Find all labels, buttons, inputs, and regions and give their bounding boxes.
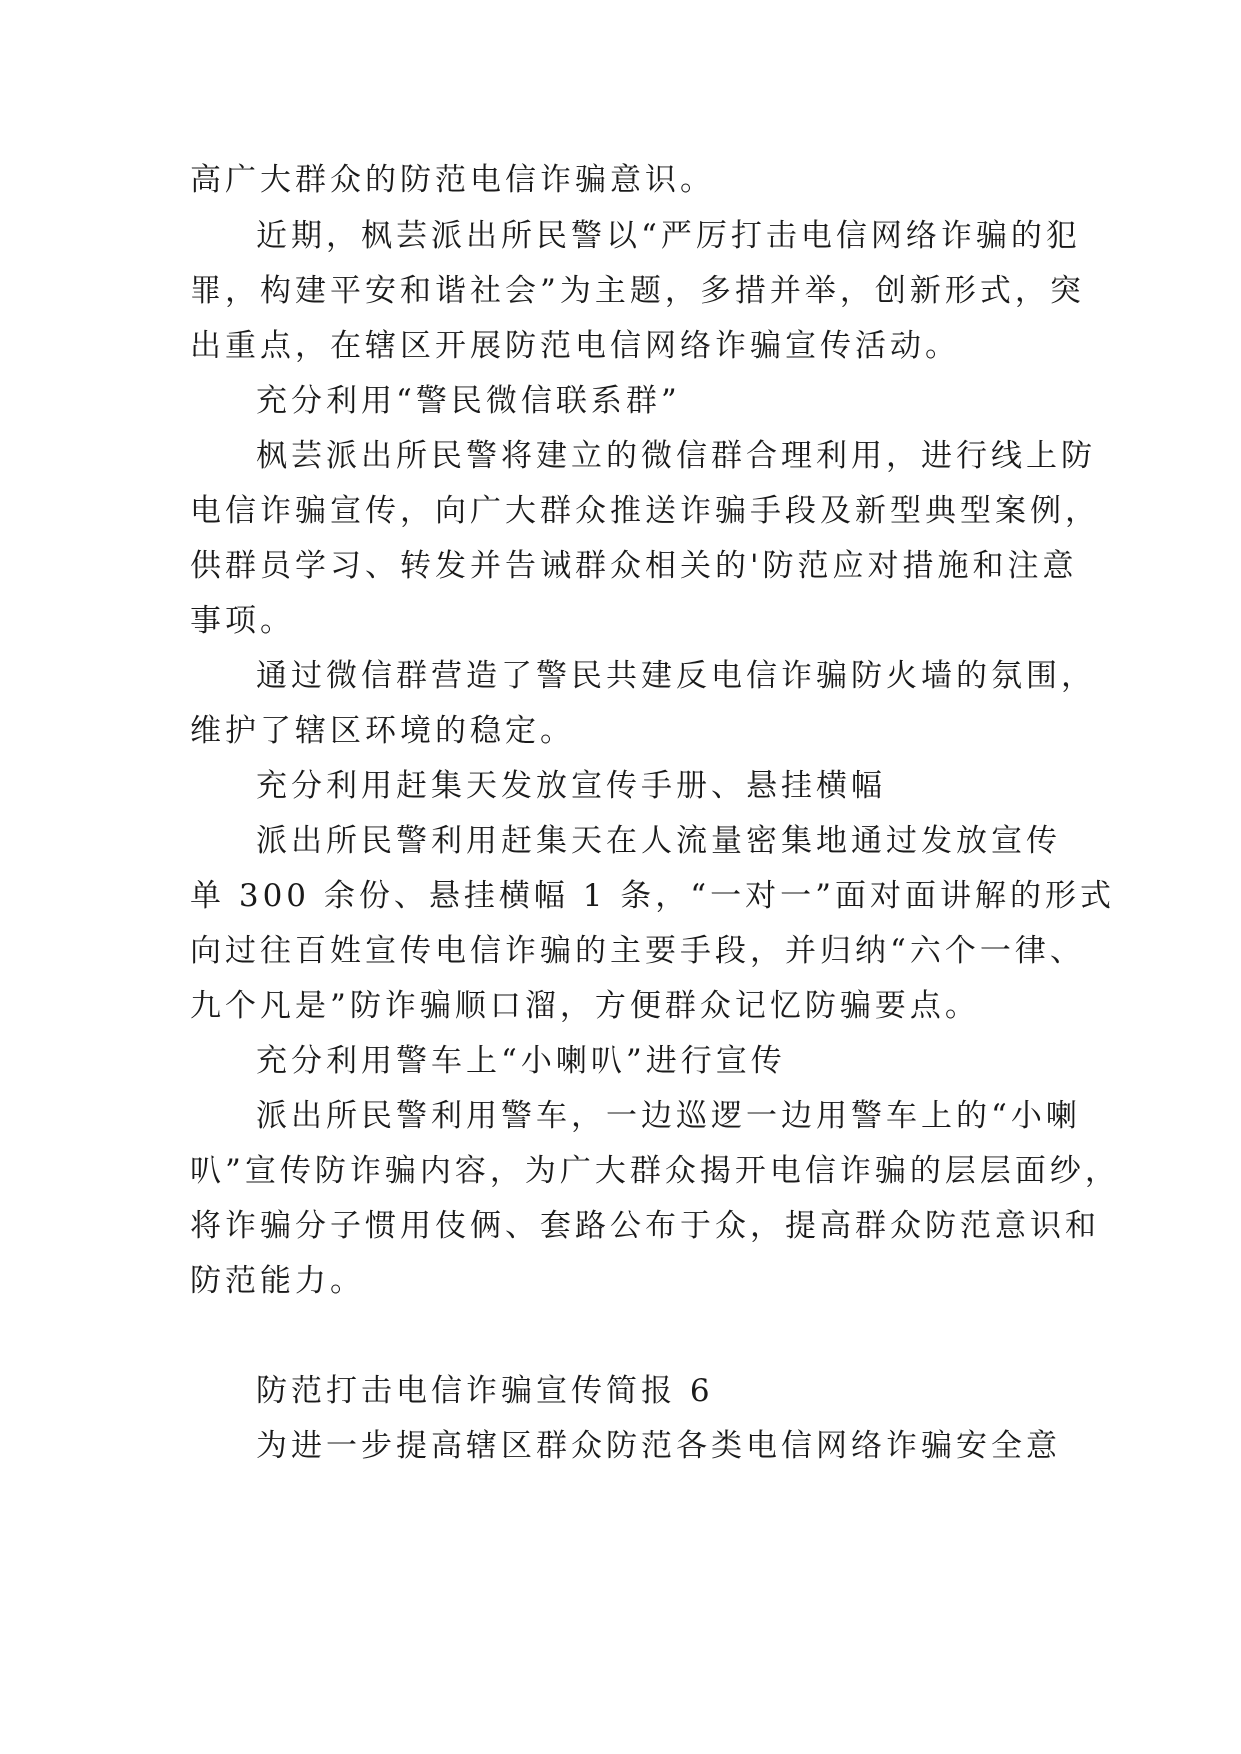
paragraph-line: 电信诈骗宣传，向广大群众推送诈骗手段及新型典型案例，: [190, 493, 1100, 529]
paragraph-line: 派出所民警利用警车，一边巡逻一边用警车上的“小喇: [256, 1098, 1081, 1134]
paragraph-line: 防范能力。: [190, 1263, 365, 1299]
paragraph-line: 事项。: [190, 603, 295, 639]
paragraph-line: 高广大群众的防范电信诈骗意识。: [190, 162, 715, 198]
paragraph-line: 维护了辖区环境的稳定。: [190, 713, 575, 749]
section-heading: 防范打击电信诈骗宣传简报 6: [256, 1373, 714, 1409]
paragraph-line: 向过往百姓宣传电信诈骗的主要手段，并归纳“六个一律、: [190, 933, 1085, 969]
paragraph-line: 将诈骗分子惯用伎俩、套路公布于众，提高群众防范意识和: [190, 1208, 1100, 1244]
section-heading: 充分利用赶集天发放宣传手册、悬挂横幅: [256, 768, 886, 804]
paragraph-line: 叭”宣传防诈骗内容，为广大群众揭开电信诈骗的层层面纱，: [190, 1153, 1120, 1189]
paragraph-line: 派出所民警利用赶集天在人流量密集地通过发放宣传: [256, 823, 1061, 859]
paragraph-line: 枫芸派出所民警将建立的微信群合理利用，进行线上防: [256, 438, 1096, 474]
paragraph-line: 供群员学习、转发并告诫群众相关的'防范应对措施和注意: [190, 548, 1078, 584]
paragraph-line: 单 300 余份、悬挂横幅 1 条，“一对一”面对面讲解的形式: [190, 878, 1116, 914]
paragraph-line: 罪，构建平安和谐社会”为主题，多措并举，创新形式，突: [190, 273, 1085, 309]
paragraph-line: 出重点，在辖区开展防范电信网络诈骗宣传活动。: [190, 328, 960, 364]
paragraph-line: 通过微信群营造了警民共建反电信诈骗防火墙的氛围，: [256, 658, 1096, 694]
paragraph-line: 九个凡是”防诈骗顺口溜，方便群众记忆防骗要点。: [190, 988, 980, 1024]
section-heading: 充分利用“警民微信联系群”: [256, 383, 681, 419]
paragraph-line: 为进一步提高辖区群众防范各类电信网络诈骗安全意: [256, 1428, 1061, 1464]
paragraph-line: 近期，枫芸派出所民警以“严厉打击电信网络诈骗的犯: [256, 218, 1081, 254]
section-heading: 充分利用警车上“小喇叭”进行宣传: [256, 1043, 786, 1079]
